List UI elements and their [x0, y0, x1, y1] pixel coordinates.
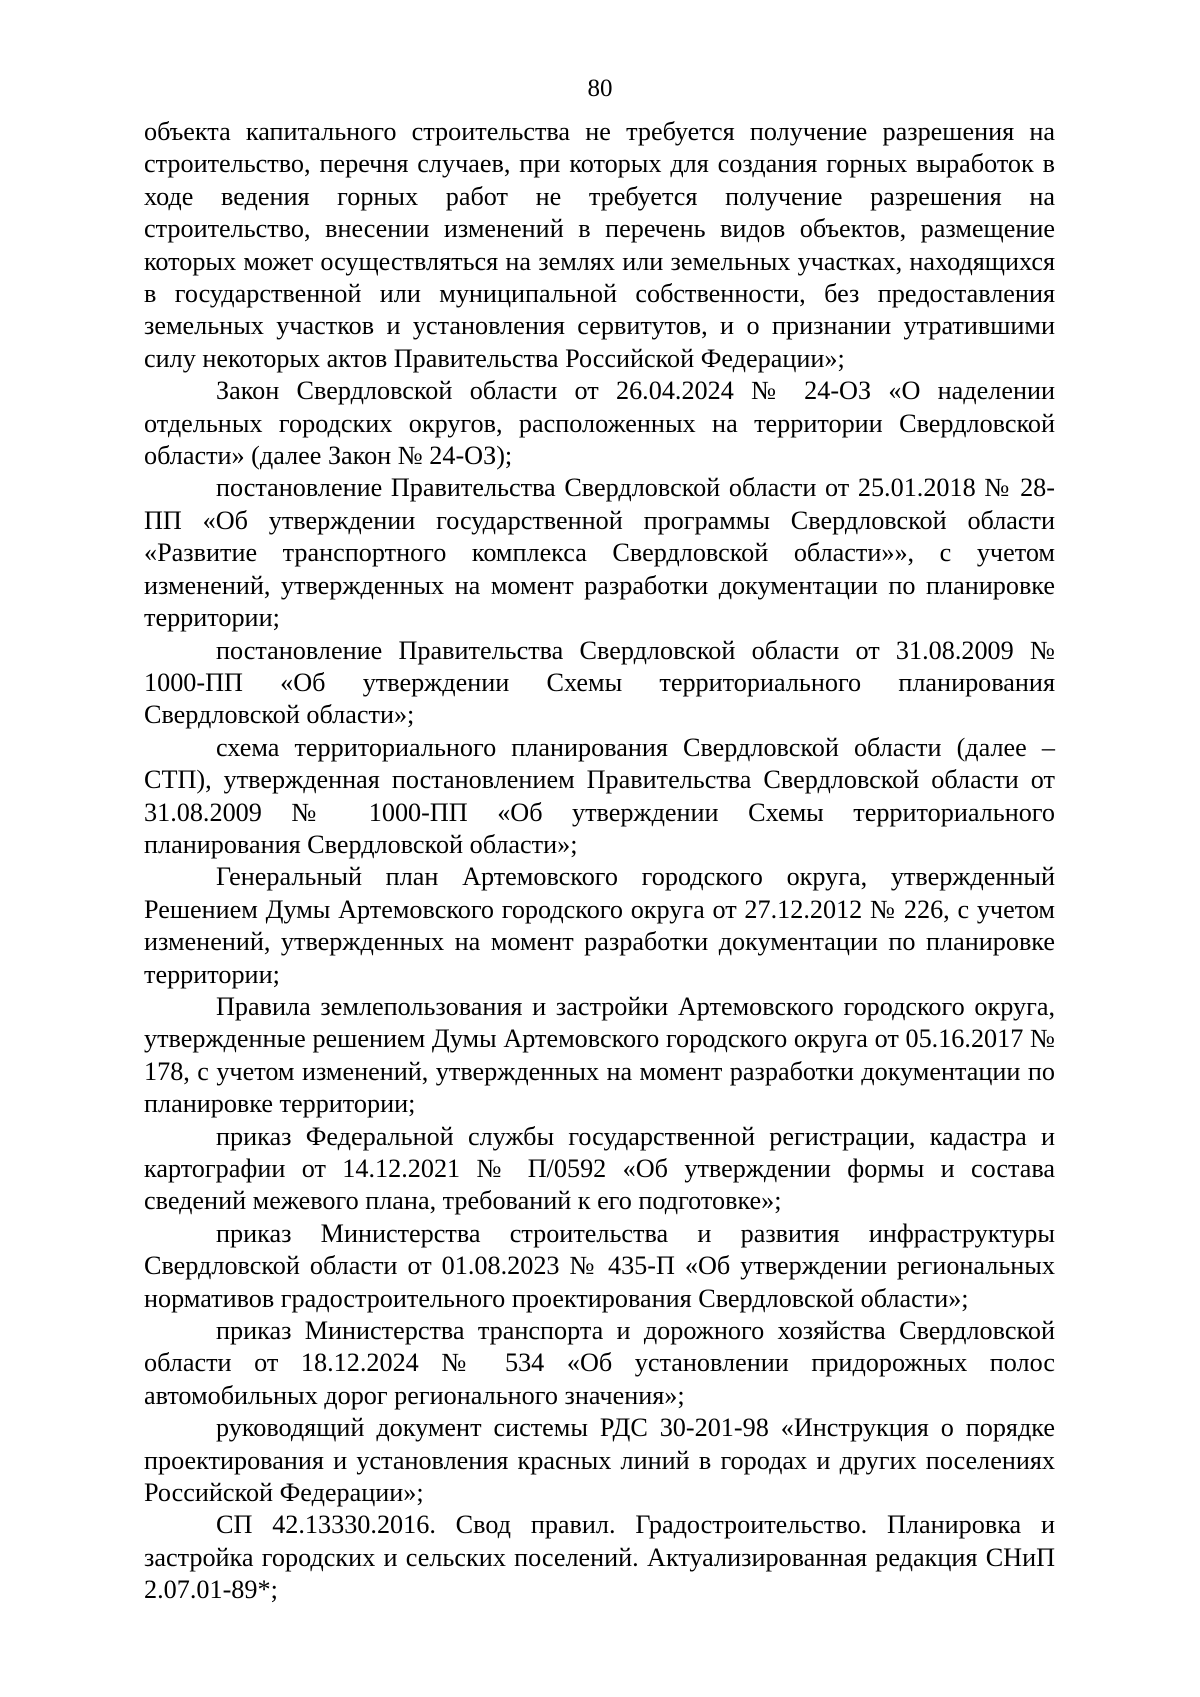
paragraph-law-24-oz: Закон Свердловской области от 26.04.2024 № 24-ОЗ «О наделении отдельных городских округов, расположенных на территории Свердловской области» (далее Закон № 24-ОЗ);: [144, 376, 1055, 471]
paragraph-general-plan: Генеральный план Артемовского городского округа, утвержденный Решением Думы Артемовского городского округа от 27.12.2012 № 226, с учетом изменений, утвержденных на момент разработки документации по планировке территории;: [144, 862, 1055, 989]
paragraph-continuation: объекта капитального строительства не требуется получение разрешения на строительство, перечня случаев, при которых для создания горных выработок в ходе ведения горных работ не требуется получение разрешения на строительство, внесении изменений в перечень видов объектов, размещение которых может осуществляться на землях или земельных участках, находящихся в государственной или муниципальной собственности, без предоставления земельных участков и установления сервитутов, и о признании утратившими силу некоторых актов Правительства Российской Федерации»;: [144, 117, 1055, 373]
paragraph-resolution-1000-pp: постановление Правительства Свердловской области от 31.08.2009 № 1000-ПП «Об утверждении Схемы территориального планирования Свердловской области»;: [144, 635, 1055, 730]
paragraph-rds-30-201-98: руководящий документ системы РДС 30-201-98 «Инструкция о порядке проектирования и установления красных линий в городах и других поселениях Российской Федерации»;: [144, 1413, 1055, 1508]
paragraph-territorial-scheme: схема территориального планирования Свердловской области (далее – СТП), утвержденная постановлением Правительства Свердловской области от 31.08.2009 № 1000-ПП «Об утверждении Схемы территориального планирования Свердловской области»;: [144, 732, 1055, 859]
paragraph-order-435-p: приказ Министерства строительства и развития инфраструктуры Свердловской области от 01.08.2023 № 435-П «Об утверждении региональных нормативов градостроительного проектирования Свердловской области»;: [144, 1218, 1055, 1313]
paragraph-land-use-rules: Правила землепользования и застройки Артемовского городского округа, утвержденные решением Думы Артемовского городского округа от 05.16.2017 № 178, с учетом изменений, утвержденных на момент разработки документации по планировке территории;: [144, 991, 1055, 1119]
paragraph-order-p-0592: приказ Федеральной службы государственной регистрации, кадастра и картографии от 14.12.2021 № П/0592 «Об утверждении формы и состава сведений межевого плана, требований к его подготовке»;: [144, 1121, 1055, 1216]
page-number: 80: [587, 75, 613, 102]
document-body: [144, 116, 1055, 1607]
paragraph-order-534: приказ Министерства транспорта и дорожного хозяйства Свердловской области от 18.12.2024 № 534 «Об установлении придорожных полос автомобильных дорог регионального значения»;: [144, 1316, 1055, 1410]
paragraph-resolution-28-pp: постановление Правительства Свердловской области от 25.01.2018 № 28-ПП «Об утверждении государственной программы Свердловской области «Развитие транспортного комплекса Свердловской области»», с учетом изменений, утвержденных на момент разработки документации по планировке территории;: [144, 473, 1055, 633]
paragraph-sp-42-13330-2016: СП 42.13330.2016. Свод правил. Градостроительство. Планировка и застройка городских и сельских поселений. Актуализированная редакция СНиП 2.07.01-89*;: [144, 1510, 1055, 1605]
